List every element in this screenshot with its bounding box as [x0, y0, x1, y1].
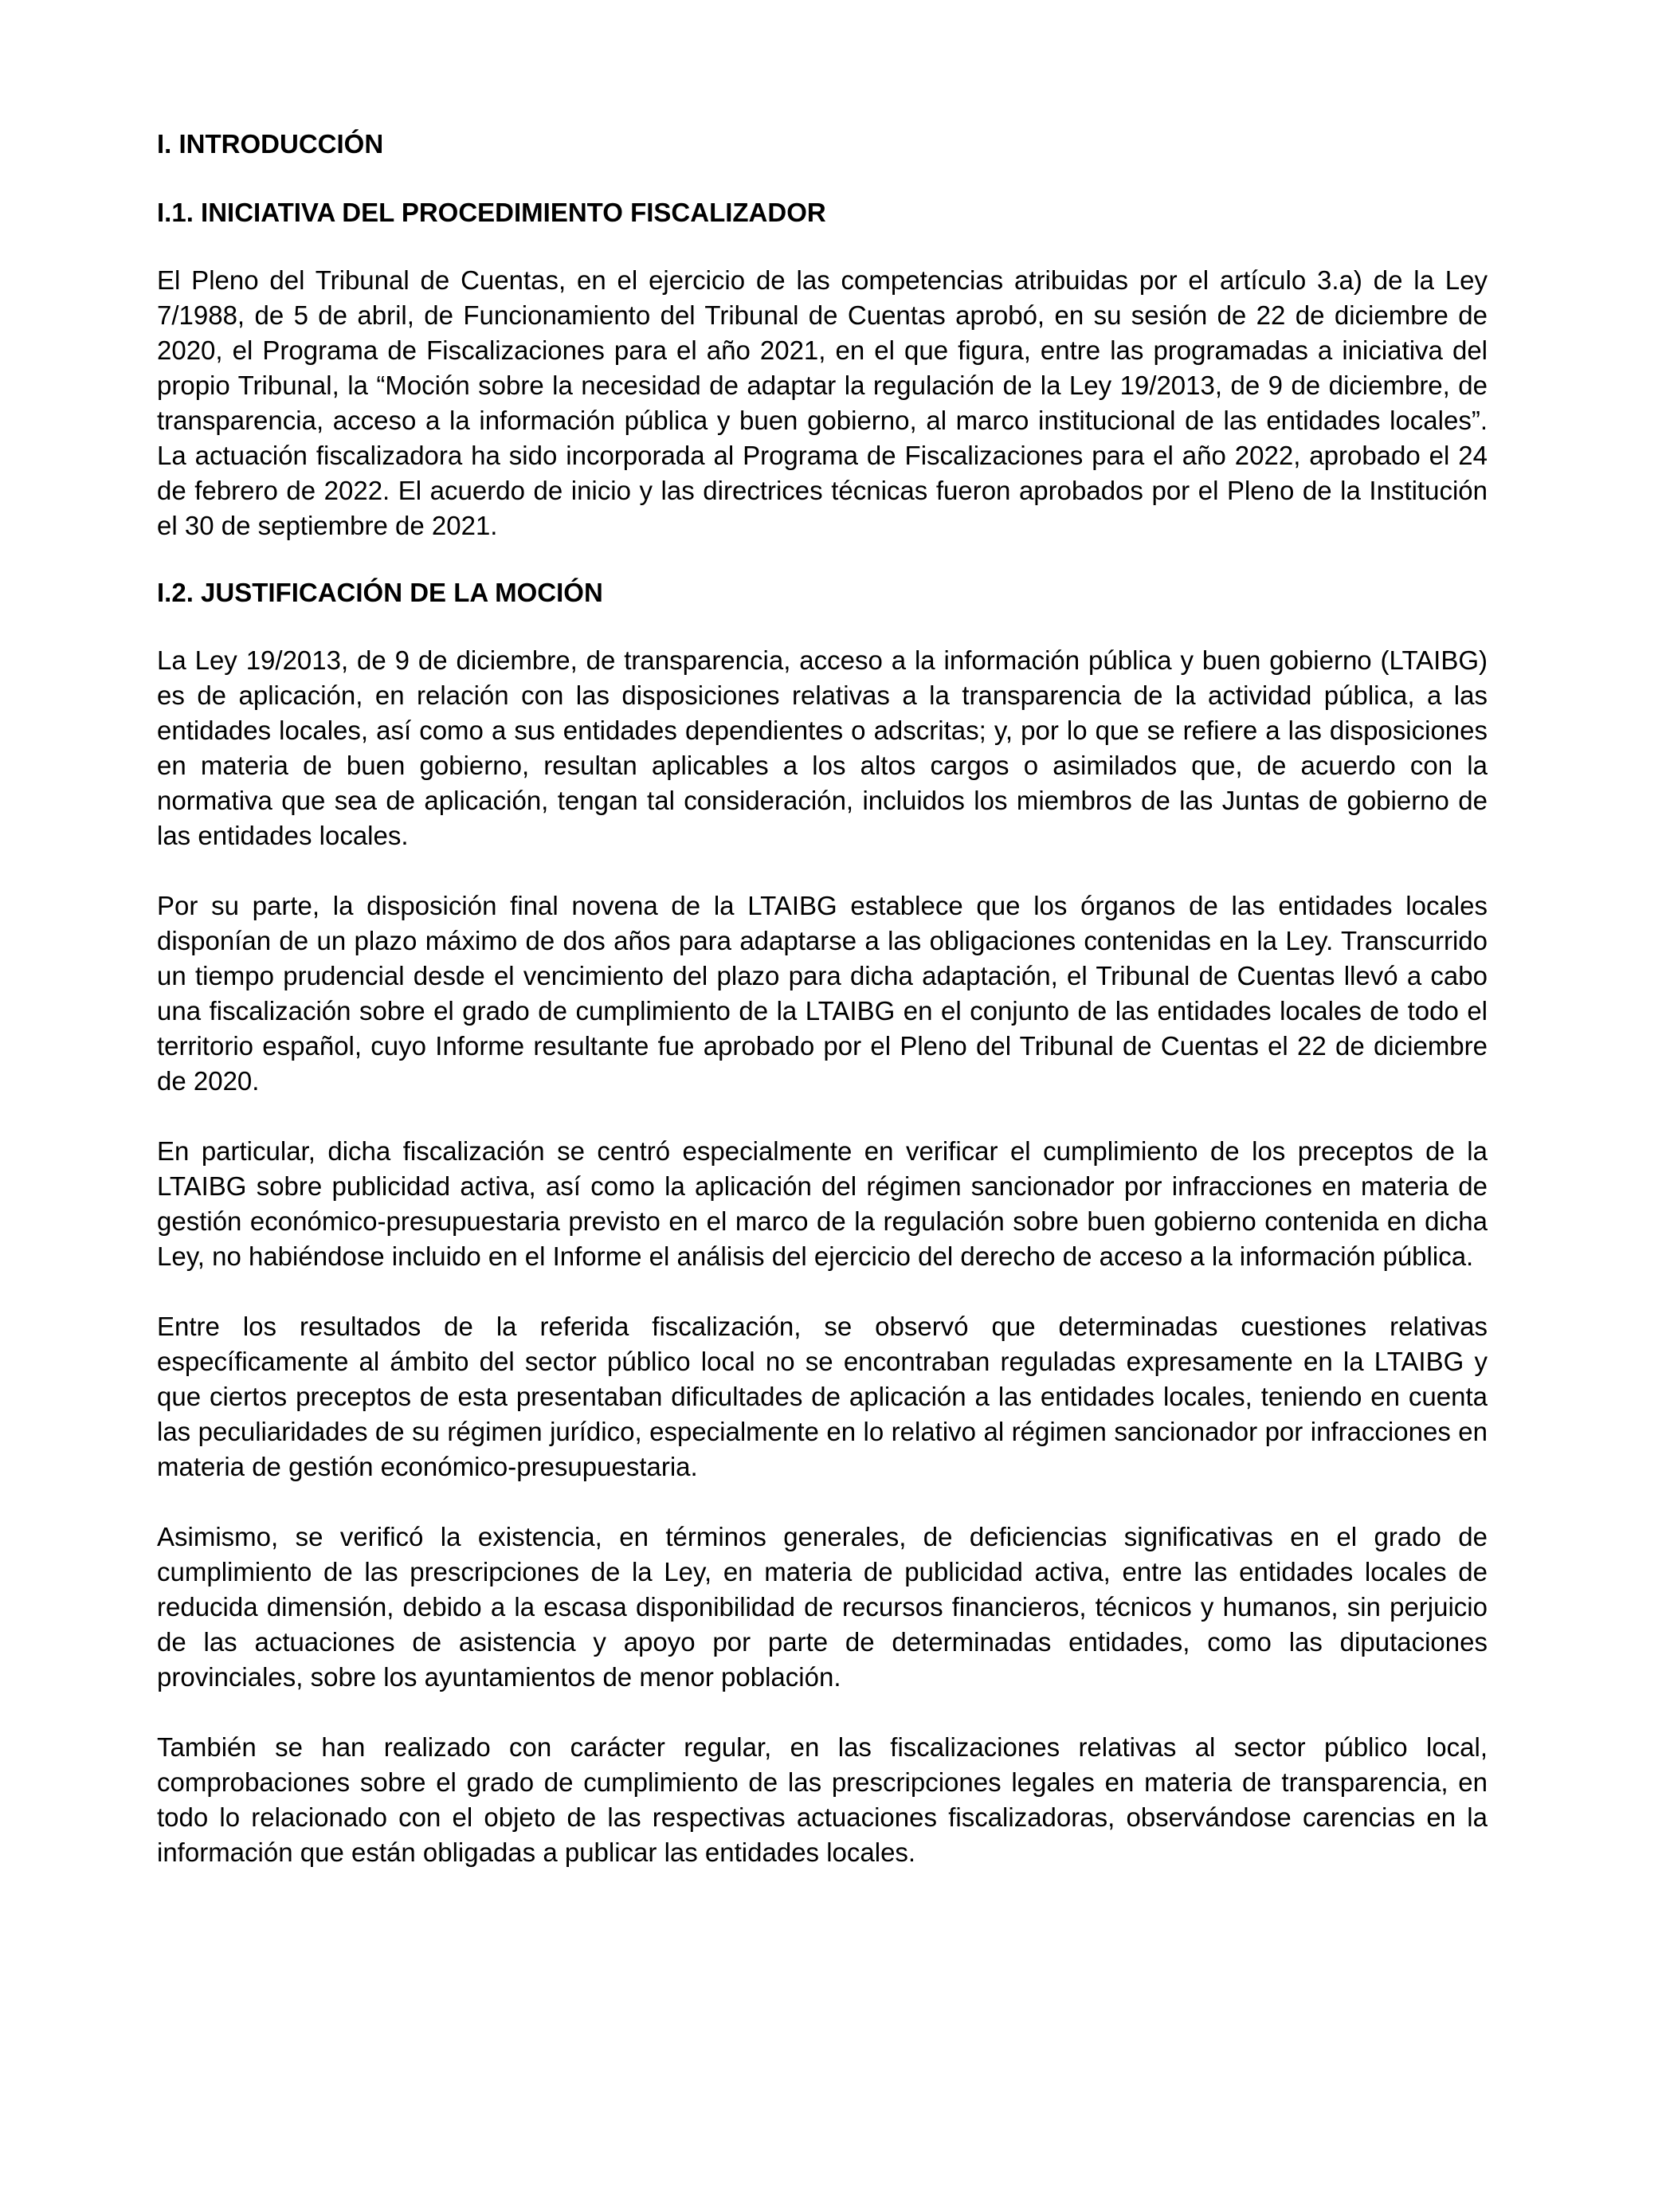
paragraph-justificacion-3: En particular, dicha fiscalización se centró especialmente en verificar el cumplimiento de los preceptos de la LTAIBG sobre publicidad activa, así como la aplicación del régimen sancionador por infracciones en materia de gestión económico-presupuestaria previsto en el marco de la regulación sobre buen gobierno contenida en dicha Ley, no habiéndose incluido en el Informe el análisis del ejercicio del derecho de acceso a la información pública.: [157, 1136, 1488, 1271]
subsection-heading-justificacion: I.2. JUSTIFICACIÓN DE LA MOCIÓN: [157, 578, 603, 607]
paragraph-justificacion-6: También se han realizado con carácter regular, en las fiscalizaciones relativas al sector público local, comprobaciones sobre el grado de cumplimiento de las prescripciones legales en materia de transparencia, en todo lo relacionado con el objeto de las respectivas actuaciones fiscalizadoras, observándose carencias en la información que están obligadas a publicar las entidades locales.: [157, 1732, 1488, 1867]
paragraph-justificacion-2: Por su parte, la disposición final novena de la LTAIBG establece que los órganos de las entidades locales disponían de un plazo máximo de dos años para adaptarse a las obligaciones contenidas en la Ley. Transcurrido un tiempo prudencial desde el vencimiento del plazo para dicha adaptación, el Tribunal de Cuentas llevó a cabo una fiscalización sobre el grado de cumplimiento de la LTAIBG en el conjunto de las entidades locales de todo el territorio español, cuyo Informe resultante fue aprobado por el Pleno del Tribunal de Cuentas el 22 de diciembre de 2020.: [157, 891, 1488, 1096]
subsection-heading-iniciativa: I.1. INICIATIVA DEL PROCEDIMIENTO FISCALIZADOR: [157, 198, 826, 227]
paragraph-justificacion-5: Asimismo, se verificó la existencia, en términos generales, de deficiencias significativas en el grado de cumplimiento de las prescripciones de la Ley, en materia de publicidad activa, entre las entidades locales de reducida dimensión, debido a la escasa disponibilidad de recursos financieros, técnicos y humanos, sin perjuicio de las actuaciones de asistencia y apoyo por parte de determinadas entidades, como las diputaciones provinciales, sobre los ayuntamientos de menor población.: [157, 1522, 1488, 1692]
document-page: [157, 126, 1488, 1905]
paragraph-justificacion-1: La Ley 19/2013, de 9 de diciembre, de transparencia, acceso a la información pública y buen gobierno (LTAIBG) es de aplicación, en relación con las disposiciones relativas a la transparencia de la actividad pública, a las entidades locales, así como a sus entidades dependientes o adscritas; y, por lo que se refiere a las disposiciones en materia de buen gobierno, resultan aplicables a los altos cargos o asimilados que, de acuerdo con la normativa que sea de aplicación, tengan tal consideración, incluidos los miembros de las Juntas de gobierno de las entidades locales.: [157, 645, 1488, 850]
paragraph-iniciativa: El Pleno del Tribunal de Cuentas, en el ejercicio de las competencias atribuidas por el artículo 3.a) de la Ley 7/1988, de 5 de abril, de Funcionamiento del Tribunal de Cuentas aprobó, en su sesión de 22 de diciembre de 2020, el Programa de Fiscalizaciones para el año 2021, en el que figura, entre las programadas a iniciativa del propio Tribunal, la “Moción sobre la necesidad de adaptar la regulación de la Ley 19/2013, de 9 de diciembre, de transparencia, acceso a la información pública y buen gobierno, al marco institucional de las entidades locales”. La actuación fiscalizadora ha sido incorporada al Programa de Fiscalizaciones para el año 2022, aprobado el 24 de febrero de 2022. El acuerdo de inicio y las directrices técnicas fueron aprobados por el Pleno de la Institución el 30 de septiembre de 2021.: [157, 265, 1488, 540]
section-heading-introduccion: I. INTRODUCCIÓN: [157, 129, 384, 159]
paragraph-justificacion-4: Entre los resultados de la referida fiscalización, se observó que determinadas cuestiones relativas específicamente al ámbito del sector público local no se encontraban reguladas expresamente en la LTAIBG y que ciertos preceptos de esta presentaban dificultades de aplicación a las entidades locales, teniendo en cuenta las peculiaridades de su régimen jurídico, especialmente en lo relativo al régimen sancionador por infracciones en materia de gestión económico-presupuestaria.: [157, 1312, 1488, 1481]
